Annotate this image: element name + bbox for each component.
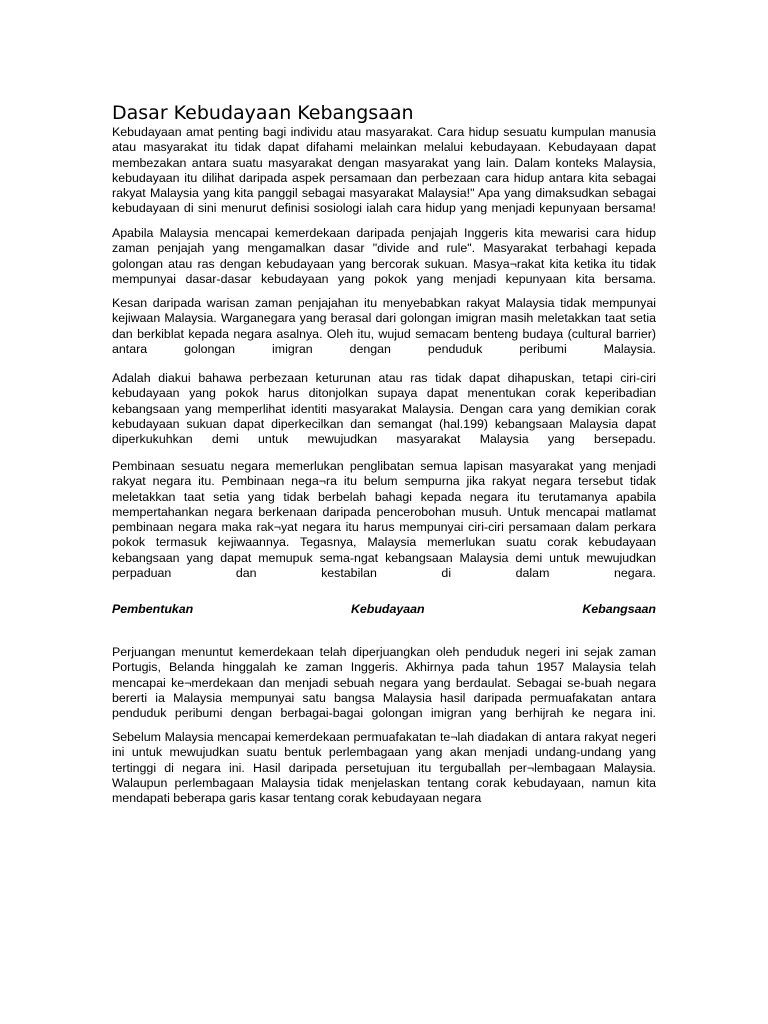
paragraph-5: Pembinaan sesuatu negara memerlukan penglibatan semua lapisan masyarakat yang menjadi rakyat negara itu. Pembinaan nega¬ra itu belum sempurna jika rakyat negara tersebut tidak meletakkan taat setia yang tidak berbelah bahagi kepada negara itu terutamanya apabila mempertahankan negara berkenaan daripada pencerobohan musuh. Untuk mencapai matlamat pembinaan negara maka rak¬yat negara itu harus mempunyai ciri-ciri persamaan dalam perkara pokok termasuk kejiwaannya. Tegasnya, Malaysia memerlukan suatu corak kebudayaan kebangsaan yang dapat memupuk sema-ngat kebangsaan Malaysia demi untuk mewujudkan perpaduan dan kestabilan di dalam negara.	[112, 459, 656, 581]
section-heading-word: Pembentukan	[112, 602, 194, 616]
paragraph-6: Perjuangan menuntut kemerdekaan telah diperjuangkan oleh penduduk negeri ini sejak zaman Portugis, Belanda hinggalah ke zaman Inggeris. Akhirnya pada tahun 1957 Malaysia telah mencapai ke¬merdekaan dan menjadi sebuah negara yang berdaulat. Sebagai se-buah negara bererti ia Malaysia mempunyai satu bangsa Malaysia hasil daripada permuafakatan antara penduduk peribumi dengan berbagai-bagai golongan imigran yang berhijrah ke negara ini.	[112, 645, 656, 721]
paragraph-4: Adalah diakui bahawa perbezaan keturunan atau ras tidak dapat dihapuskan, tetapi ciri-ciri kebudayaan yang pokok harus ditonjolkan supaya dapat menentukan corak keperibadian kebangsaan yang memperlihat identiti masyarakat Malaysia. Dengan cara yang demikian corak kebudayaan sukuan dapat diperkecilkan dan semangat (hal.199) kebangsaan Malaysia dapat diperkukuhkan demi untuk mewujudkan masyarakat Malaysia yang bersepadu.	[112, 371, 656, 447]
document-title: Dasar Kebudayaan Kebangsaan	[112, 102, 414, 124]
section-heading-word: Kebudayaan	[350, 602, 425, 616]
paragraph-2: Apabila Malaysia mencapai kemerdekaan daripada penjajah Inggeris kita mewarisi cara hidup zaman penjajah yang mengamalkan dasar "divide and rule". Masyarakat terbahagi kepada golongan atau ras dengan kebudayaan yang bercorak sukuan. Masya¬rakat kita ketika itu tidak mempunyai dasar-dasar kebudayaan yang pokok yang menjadi kepunyaan kita bersama.	[112, 226, 656, 286]
paragraph-3: Kesan daripada warisan zaman penjajahan itu menyebabkan rakyat Malaysia tidak mempunyai kejiwaan Malaysia. Warganegara yang berasal dari golongan imigran masih meletakkan taat setia dan berkiblat kepada negara asalnya. Oleh itu, wujud semacam benteng budaya (cultural barrier) antara golongan imigran dengan penduduk peribumi Malaysia.	[112, 296, 656, 356]
paragraph-7: Sebelum Malaysia mencapai kemerdekaan permuafakatan te¬lah diadakan di antara rakyat negeri ini untuk mewujudkan suatu bentuk perlembagaan yang akan menjadi undang-undang yang tertinggi di negara ini. Hasil daripada persetujuan itu terguballah per¬lembagaan Malaysia. Walaupun perlembagaan Malaysia tidak menjelaskan tentang corak kebudayaan, namun kita mendapati beberapa garis kasar tentang corak kebudayaan negara	[112, 730, 656, 806]
paragraph-1: Kebudayaan amat penting bagi individu atau masyarakat. Cara hidup sesuatu kumpulan manusia atau masyarakat itu tidak dapat difahami melainkan melalui kebudayaan. Kebudayaan dapat membezakan antara suatu masyarakat dengan masyarakat yang lain. Dalam konteks Malaysia, kebudayaan itu dilihat daripada aspek persamaan dan perbezaan cara hidup antara kita sebagai rakyat Malaysia yang kita panggil sebagai masyarakat Malaysia!" Apa yang dimaksudkan sebagai kebudayaan di sini menurut definisi sosiologi ialah cara hidup yang menjadi kepunyaan bersama!	[112, 125, 656, 216]
section-heading	[112, 602, 656, 617]
section-heading-word: Kebangsaan	[582, 602, 656, 616]
